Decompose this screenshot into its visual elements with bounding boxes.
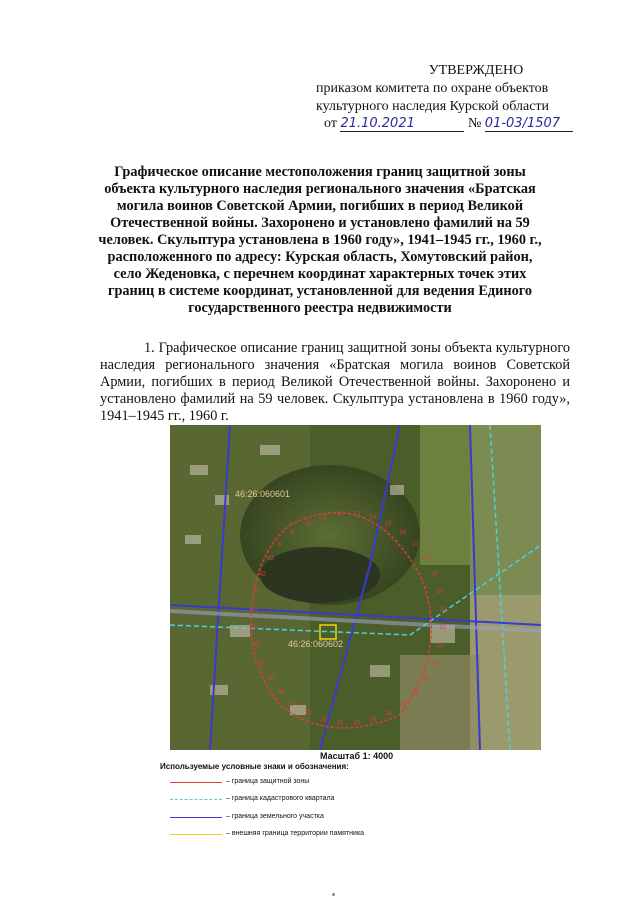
map-scale: Масштаб 1: 4000 [320,751,394,761]
cadastral-label-b: 46:26:060602 [288,639,344,649]
legend-label: – граница защитной зоны [226,778,310,785]
boundary-point-label: 16 [399,530,407,536]
boundary-point-label: 23 [436,643,444,650]
boundary-point-label: 34 [290,702,298,708]
approval-line-1: приказом комитета по охране объектов [316,81,549,96]
boundary-point-label: 33 [304,711,312,718]
boundary-point-label: 35 [277,690,285,697]
boundary-point-label: 37 [258,660,266,667]
legend-label: – граница кадастрового квартала [226,795,335,802]
boundary-point-label: 29 [369,717,377,724]
legend-label: – внешняя граница территории памятника [226,830,365,837]
approval-line-2: культурного наследия Курской области [316,99,550,114]
boundary-point-label: 32 [320,717,328,724]
date-prefix: от [324,116,337,131]
boundary-point-label: 28 [385,711,392,718]
boundary-point-label: 25 [422,676,430,683]
boundary-point-label: 9 [290,530,294,536]
satellite-map [170,425,541,750]
boundary-point-label: 17 [412,541,419,548]
legend-title: Используемые условные знаки и обозначения: [160,762,349,771]
boundary-point-label: 18 [422,555,430,562]
approval-block [316,62,616,116]
boundary-point-label: 15 [385,520,392,527]
number-value: 01-03/1507 [485,116,573,132]
legend-swatch [170,834,222,835]
legend-swatch [170,782,222,783]
cadastral-label-a: 46:26:060601 [235,489,291,499]
boundary-point-label: 27 [399,702,407,708]
legend-swatch [170,799,222,800]
boundary-point-label: 12 [336,511,344,518]
legend-label: – граница земельного участка [226,813,324,820]
paragraph-1: 1. Графическое описание границ защитной зоны объекта культурного наследия регионального значения «Братская могила воинов Советской Армии, погибших в период Великой Отечественной войны. Захоронено и установлено фамилий на 59 человек. Скульптура установлена в 1960 году», 1941–1945 гг., 1960 г. [100,340,570,424]
number-prefix: № [467,116,482,131]
boundary-point-label: 43 [267,555,274,562]
boundary-point-label: 26 [412,690,419,697]
boundary-point-label: 10 [304,520,312,527]
approval-heading: УТВЕРЖДЕНО [428,63,524,78]
date-value: 21.10.2021 [340,116,464,132]
boundary-point-label: 31 [336,720,344,727]
boundary-point-label: 39 [250,625,258,632]
boundary-point-label: 36 [267,676,274,683]
legend-swatch [170,817,222,818]
document-title: Графическое описание местоположения границ защитной зоны объекта культурного наследия регионального значения «Братская могила воинов Советской Армии, погибших в период Великой Отечественной войны. Захоронено и установлено фамилий на 59 человек. Скульптура установлена в 1960 году», 1941–1945 гг., 1960 г., расположенного по адресу: Курская область, Хомутовский район, село Жеденовка, с перечнем координат характерных точек этих границ в системе координат, установленной для ведения Единого государственного реестра недвижимости [98,164,542,316]
page-mark [332,893,335,896]
boundary-point-label: 14 [369,514,377,521]
boundary-point-label: 20 [436,588,444,595]
boundary-point-label: 11 [320,514,327,521]
boundary-point-label: 8 [277,541,282,548]
boundary-point-label: 40 [250,606,258,613]
boundary-point-label: 13 [353,511,360,518]
boundary-point-label: 19 [431,571,438,578]
boundary-point-label: 30 [353,720,360,727]
approval-date-number [324,116,573,132]
boundary-point-label: 21 [439,606,447,613]
boundary-point-label: 42 [258,571,266,578]
boundary-point-label: 24 [431,660,438,667]
boundary-point-label: 41 [253,588,260,595]
boundary-point-label: 38 [253,643,260,650]
boundary-point-label: 22 [439,625,447,632]
